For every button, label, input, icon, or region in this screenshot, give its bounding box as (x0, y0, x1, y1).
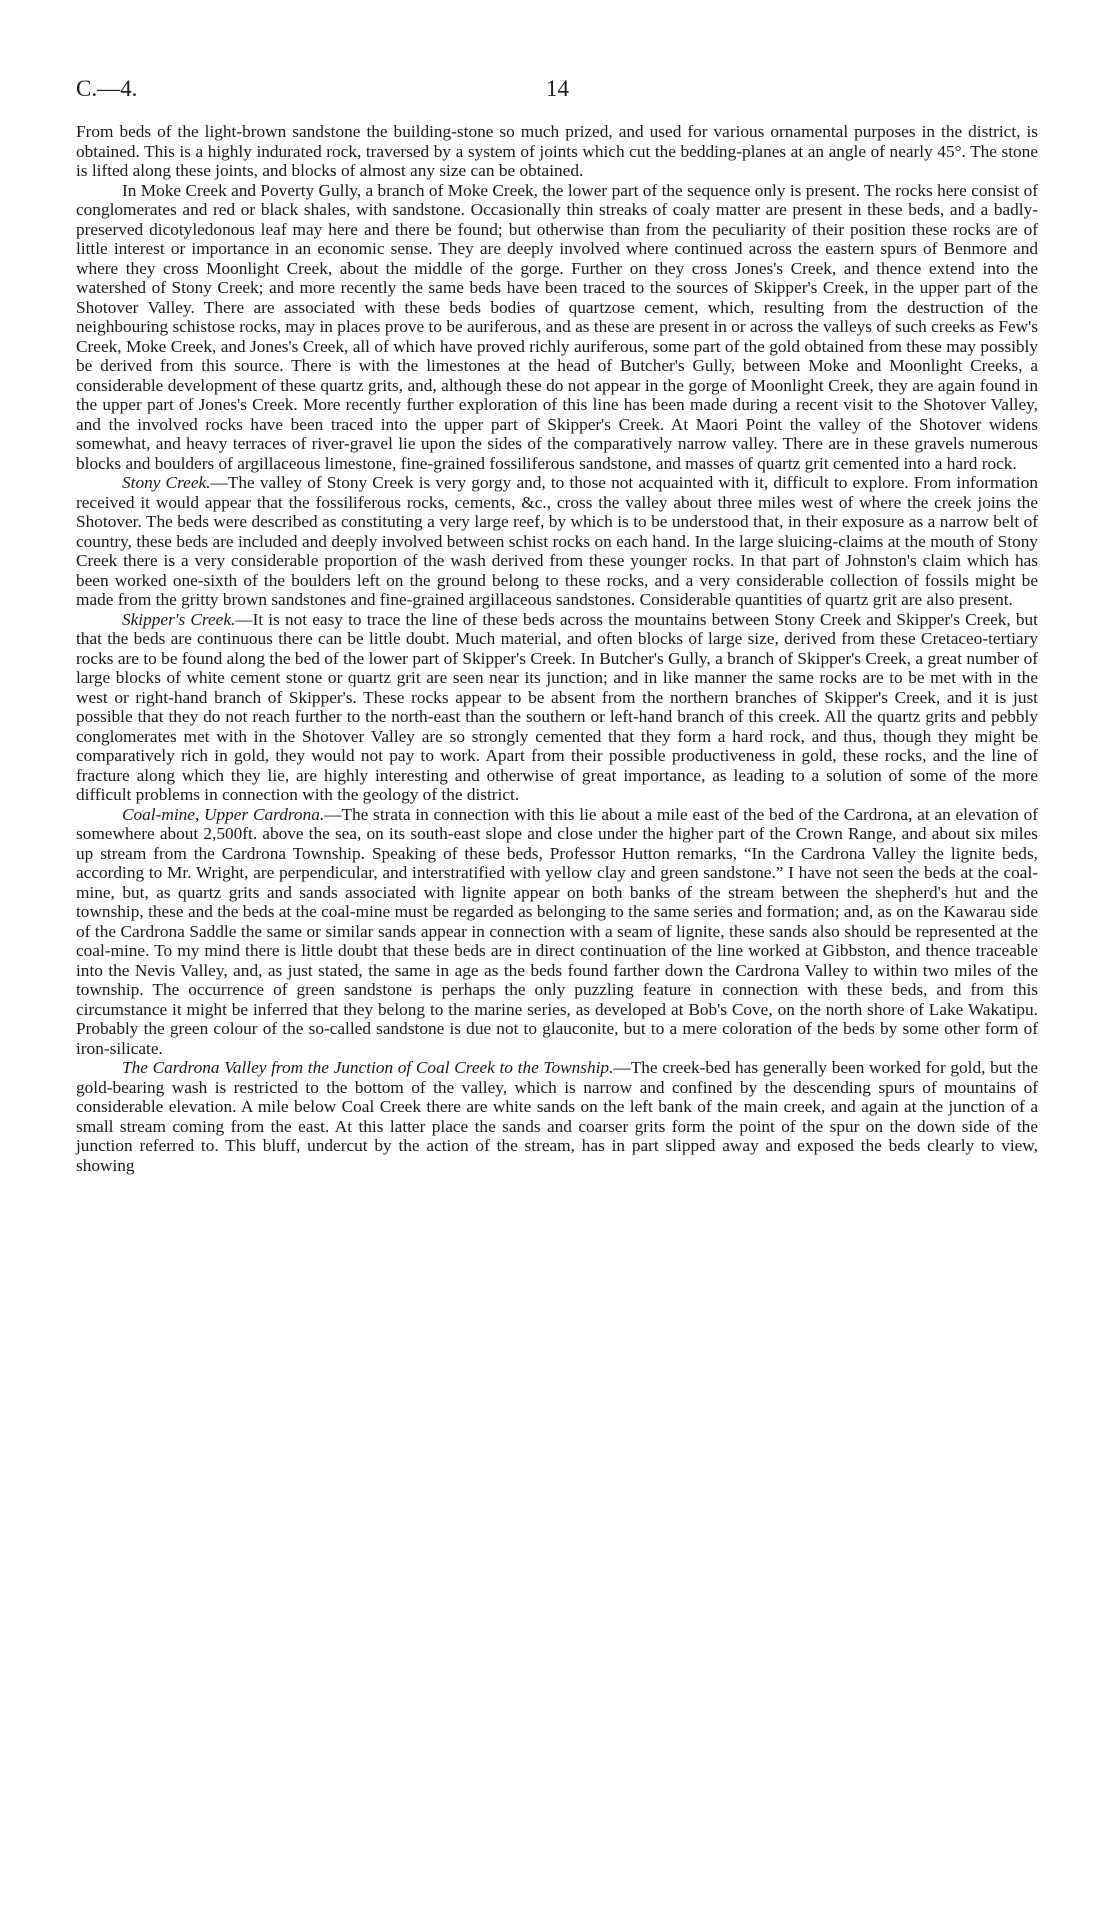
paragraph (76, 610, 1038, 805)
page-number: 14 (546, 76, 569, 101)
document-reference: C.—4. (76, 76, 138, 101)
paragraph-text: From beds of the light-brown sandstone the building-stone so much prized, and used for various ornamental purposes in the district, is obtained. This is a highly indurated rock, traversed by a system of joints which cut the bedding-planes at an angle of nearly 45°. The stone is lifted along these joints, and blocks of almost any size can be obtained. (76, 122, 1038, 180)
paragraph (76, 122, 1038, 181)
section-heading: Stony Creek. (122, 473, 211, 492)
section-heading: Coal-mine, Upper Cardrona. (122, 804, 325, 824)
paragraph (76, 1058, 1038, 1175)
page-header (76, 76, 1038, 110)
paragraph (76, 805, 1038, 1059)
paragraph (76, 473, 1038, 610)
paragraph-text: —The creek-bed has generally been worked for gold, but the gold-bearing wash is restricted to the bottom of the valley, which is narrow and confined by the descending spurs of mountains of considerable elevation. A mile below Coal Creek there are white sands on the left bank of the main creek, and again at the junction of a small stream coming from the east. At this latter place the sands and coarser grits form the point of the spur on the down side of the junction referred to. This bluff, undercut by the action of the stream, has in part slipped away and exposed the beds clearly to view, showing (76, 1058, 1039, 1175)
paragraph (76, 181, 1038, 474)
body-text (76, 122, 1038, 1175)
section-heading: Skipper's Creek. (122, 609, 236, 629)
paragraph-text: —The valley of Stony Creek is very gorgy and, to those not acquainted with it, difficult to explore. From information received it would appear that the fossiliferous rocks, cements, &c., cross the valley about three miles west of where the creek joins the Shotover. The beds were described as constituting a very large reef, by which is to be understood that, in their exposure as a narrow belt of country, these beds are included and deeply involved between schist rocks on each hand. In the large sluicing-claims at the mouth of Stony Creek there is a very considerable proportion of the wash derived from these younger rocks. In that part of Johnston's claim which has been worked one-sixth of the boulders left on the ground belong to these rocks, and a very considerable collection of fossils might be made from the gritty brown sandstones and fine-grained argillaceous sandstones. Considerable quantities of quartz grit are also present. (76, 473, 1039, 609)
paragraph-text: In Moke Creek and Poverty Gully, a branch of Moke Creek, the lower part of the sequence only is present. The rocks here consist of conglomerates and red or black shales, with sandstone. Occasionally thin streaks of coaly matter are present in these beds, and a badly-preserved dicotyledonous leaf may here and there be found; but otherwise than from the peculiarity of their position these rocks are of little interest or importance in an economic sense. They are deeply involved where continued across the eastern spurs of Benmore and where they cross Moonlight Creek, about the middle of the gorge. Further on they cross Jones's Creek, and thence extend into the watershed of Stony Creek; and more recently the same beds have been traced to the sources of Skipper's Creek, in the upper part of the Shotover Valley. There are associated with these beds bodies of quartzose cement, which, resulting from the destruction of the neighbouring schistose rocks, may in places prove to be auriferous, and as these are present in or across the valleys of such creeks as Few's Creek, Moke Creek, and Jones's Creek, all of which have proved richly auriferous, some part of the gold obtained from these may possibly be derived from this source. There is with the limestones at the head of Butcher's Gully, between Moke and Moonlight Creeks, a considerable development of these quartz grits, and, although these do not appear in the gorge of Moonlight Creek, they are again found in the upper part of Jones's Creek. More recently further exploration of this line has been made during a recent visit to the Shotover Valley, and the involved rocks have been traced into the upper part of Skipper's Creek. At Maori Point the valley of the Shotover widens somewhat, and heavy terraces of river-gravel lie upon the sides of the comparatively narrow valley. There are in these gravels numerous blocks and boulders of argillaceous limestone, fine-grained fossiliferous sandstone, and masses of quartz grit cemented into a hard rock. (76, 180, 1038, 473)
paragraph-text: —It is not easy to trace the line of these beds across the mountains between Stony Creek and Skipper's Creek, but that the beds are continuous there can be little doubt. Much material, and often blocks of large size, derived from these Cretaceo-tertiary rocks are to be found along the bed of the lower part of Skipper's Creek. In Butcher's Gully, a branch of Skipper's Creek, a great number of large blocks of white cement stone or quartz grit are seen near its junction; and in like manner the same rocks are to be met with in the west or right-hand branch of Skipper's. These rocks appear to be absent from the northern branches of Skipper's Creek, and it is just possible that they do not reach further to the north-east than the southern or left-hand branch of this creek. All the quartz grits and pebbly conglomerates met with in the Shotover Valley are so strongly cemented that they form a hard rock, and thus, though they might be comparatively rich in gold, they would not pay to work. Apart from their possible productiveness in gold, these rocks, and the line of fracture along which they lie, are highly interesting and otherwise of great importance, as leading to a solution of some of the more difficult problems in connection with the geology of the district. (76, 609, 1038, 804)
paragraph-text: —The strata in connection with this lie about a mile east of the bed of the Cardrona, at an elevation of somewhere about 2,500ft. above the sea, on its south-east slope and close under the higher part of the Crown Range, and about six miles up stream from the Cardrona Township. Speaking of these beds, Professor Hutton remarks, “In the Cardrona Valley the lignite beds, according to Mr. Wright, are perpendicular, and interstratified with yellow clay and green sandstone.” I have not seen the beds at the coal-mine, but, as quartz grits and sands associated with lignite appear on both banks of the stream between the shepherd's hut and the township, these and the beds at the coal-mine must be regarded as belonging to the same series and formation; and, as on the Kawarau side of the Cardrona Saddle the same or similar sands appear in connection with a seam of lignite, these sands also should be represented at the coal-mine. To my mind there is little doubt that these beds are in direct continuation of the line worked at Gibbston, and thence traceable into the Nevis Valley, and, as just stated, the same in age as the beds found farther down the Cardrona Valley to within two miles of the township. The occurrence of green sandstone is perhaps the only puzzling feature in connection with these beds, and from this circumstance it might be inferred that they belong to the marine series, as developed at Bob's Cove, on the north shore of Lake Wakatipu. Probably the green colour of the so-called sandstone is due not to glauconite, but to a mere coloration of the beds by some other form of iron-silicate. (76, 804, 1038, 1058)
section-heading: The Cardrona Valley from the Junction of Coal Creek to the Township. (122, 1058, 614, 1077)
document-page (76, 76, 1038, 1175)
